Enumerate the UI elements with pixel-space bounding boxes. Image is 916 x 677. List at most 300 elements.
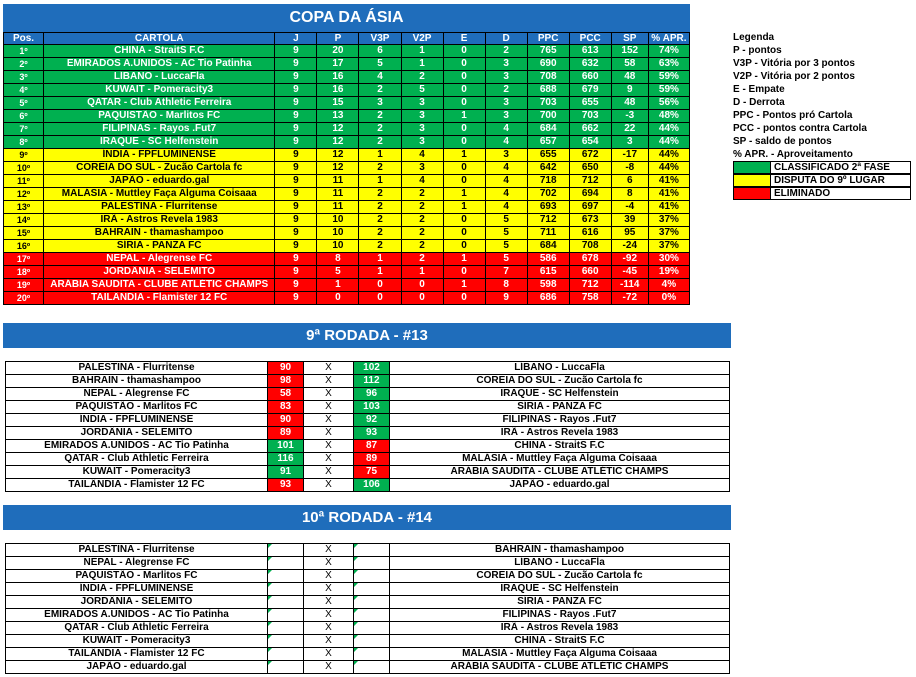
standings-cell-j: 9 <box>275 227 317 240</box>
standings-cell-e: 0 <box>443 175 485 188</box>
away-score-input[interactable] <box>354 557 390 570</box>
versus-mark: X <box>304 440 354 453</box>
standings-cell-v2p: 3 <box>401 123 443 136</box>
standings-cell-pcc: 678 <box>569 253 611 266</box>
standings-header-cell: PPC <box>527 33 569 45</box>
standings-cell-team: IRAQUE - SC Helfenstein <box>44 136 275 149</box>
standings-cell-e: 0 <box>443 71 485 84</box>
standings-header-cell: E <box>443 33 485 45</box>
standings-cell-ppc: 657 <box>527 136 569 149</box>
standings-cell-apr: 44% <box>648 149 689 162</box>
standings-cell-p: 12 <box>317 136 359 149</box>
standings-cell-sp: 6 <box>611 175 648 188</box>
standings-cell-d: 5 <box>485 227 527 240</box>
standings-cell-j: 9 <box>275 162 317 175</box>
game-row <box>6 466 730 479</box>
standings-cell-apr: 59% <box>648 71 689 84</box>
standings-cell-pcc: 660 <box>569 71 611 84</box>
standings-cell-sp: -114 <box>611 279 648 292</box>
standings-cell-team: PALESTINA - Flurritense <box>44 201 275 214</box>
standings-header-cell: J <box>275 33 317 45</box>
away-team: FILIPINAS - Rayos .Fut7 <box>390 609 730 622</box>
standings-cell-p: 8 <box>317 253 359 266</box>
away-team: BAHRAIN - thamashampoo <box>390 544 730 557</box>
standings-row <box>4 227 690 240</box>
away-score: 112 <box>354 375 390 388</box>
standings-cell-ppc: 700 <box>527 110 569 123</box>
standings-cell-j: 9 <box>275 240 317 253</box>
standings-cell-v2p: 2 <box>401 240 443 253</box>
legend-item: PPC - Pontos pró Cartola <box>733 110 853 121</box>
standings-row <box>4 58 690 71</box>
away-score-input[interactable] <box>354 544 390 557</box>
standings-header-cell: PCC <box>569 33 611 45</box>
game-row <box>6 648 730 661</box>
versus-mark: X <box>304 635 354 648</box>
home-score-input[interactable] <box>268 583 304 596</box>
away-team: IRAQUE - SC Helfenstein <box>390 583 730 596</box>
standings-cell-v2p: 3 <box>401 162 443 175</box>
home-score-input[interactable] <box>268 596 304 609</box>
versus-mark: X <box>304 648 354 661</box>
standings-cell-v3p: 2 <box>359 123 401 136</box>
away-team: COREIA DO SUL - Zucão Cartola fc <box>390 570 730 583</box>
game-row <box>6 544 730 557</box>
standings-cell-v3p: 4 <box>359 71 401 84</box>
standings-cell-ppc: 718 <box>527 175 569 188</box>
home-score: 90 <box>268 414 304 427</box>
standings-cell-pcc: 712 <box>569 279 611 292</box>
standings-cell-sp: -4 <box>611 201 648 214</box>
standings-cell-e: 1 <box>443 279 485 292</box>
away-team: MALÁSIA - Muttley Faça Alguma Coisaaa <box>390 453 730 466</box>
standings-cell-v3p: 2 <box>359 240 401 253</box>
standings-title: COPA DA ÁSIA <box>3 4 690 32</box>
standings-cell-pos: 5º <box>4 97 44 110</box>
standings-cell-team: TAILÂNDIA - Flamister 12 FC <box>44 292 275 305</box>
home-score: 101 <box>268 440 304 453</box>
standings-cell-pcc: 673 <box>569 214 611 227</box>
standings-cell-pos: 18º <box>4 266 44 279</box>
home-score-input[interactable] <box>268 544 304 557</box>
standings-row <box>4 162 690 175</box>
versus-mark: X <box>304 401 354 414</box>
standings-cell-d: 3 <box>485 110 527 123</box>
standings-cell-pcc: 655 <box>569 97 611 110</box>
game-row <box>6 362 730 375</box>
standings-row <box>4 240 690 253</box>
away-score-input[interactable] <box>354 596 390 609</box>
standings-header-cell: Pos. <box>4 33 44 45</box>
versus-mark: X <box>304 453 354 466</box>
standings-cell-sp: 9 <box>611 84 648 97</box>
standings-cell-pos: 16º <box>4 240 44 253</box>
away-team: IRÃ - Astros Revela 1983 <box>390 427 730 440</box>
standings-cell-pos: 4º <box>4 84 44 97</box>
standings-cell-p: 15 <box>317 97 359 110</box>
standings-cell-ppc: 598 <box>527 279 569 292</box>
standings-cell-pcc: 660 <box>569 266 611 279</box>
away-score-input[interactable] <box>354 622 390 635</box>
standings-cell-e: 0 <box>443 58 485 71</box>
standings-cell-p: 12 <box>317 149 359 162</box>
standings-cell-d: 4 <box>485 136 527 149</box>
home-team: EMIRADOS A.UNIDOS - AC Tio Patinha <box>6 440 268 453</box>
standings-cell-team: SÍRIA - PANZA FC <box>44 240 275 253</box>
standings-cell-e: 1 <box>443 188 485 201</box>
legend-item: E - Empate <box>733 84 785 95</box>
standings-cell-ppc: 708 <box>527 71 569 84</box>
standings-cell-apr: 44% <box>648 123 689 136</box>
legend-swatch-label: CLASSIFICADO 2ª FASE <box>771 161 911 174</box>
standings-cell-e: 1 <box>443 201 485 214</box>
home-team: NEPAL - Alegrense FC <box>6 388 268 401</box>
home-team: TAILÂNDIA - Flamister 12 FC <box>6 648 268 661</box>
home-team: KUWAIT - Pomeracity3 <box>6 466 268 479</box>
away-team: COREIA DO SUL - Zucão Cartola fc <box>390 375 730 388</box>
standings-cell-v2p: 2 <box>401 227 443 240</box>
standings-cell-v2p: 1 <box>401 266 443 279</box>
standings-cell-v3p: 1 <box>359 149 401 162</box>
standings-cell-pos: 20º <box>4 292 44 305</box>
standings-cell-e: 1 <box>443 110 485 123</box>
home-team: PALESTINA - Flurritense <box>6 362 268 375</box>
standings-row <box>4 110 690 123</box>
standings-cell-apr: 44% <box>648 136 689 149</box>
standings-cell-j: 9 <box>275 279 317 292</box>
standings-cell-v3p: 2 <box>359 136 401 149</box>
home-team: JAPÃO - eduardo.gal <box>6 661 268 674</box>
standings-cell-p: 1 <box>317 279 359 292</box>
home-score-input[interactable] <box>268 609 304 622</box>
standings-cell-e: 0 <box>443 292 485 305</box>
standings-cell-pos: 3º <box>4 71 44 84</box>
standings-cell-pcc: 708 <box>569 240 611 253</box>
standings-cell-v2p: 2 <box>401 188 443 201</box>
home-score-input[interactable] <box>268 557 304 570</box>
standings-cell-sp: 22 <box>611 123 648 136</box>
standings-cell-v2p: 0 <box>401 279 443 292</box>
standings-cell-e: 0 <box>443 214 485 227</box>
standings-header-row <box>4 33 690 45</box>
standings-cell-j: 9 <box>275 58 317 71</box>
standings-cell-e: 0 <box>443 266 485 279</box>
away-team: MALÁSIA - Muttley Faça Alguma Coisaaa <box>390 648 730 661</box>
standings-cell-j: 9 <box>275 45 317 58</box>
standings-cell-d: 5 <box>485 253 527 266</box>
standings-cell-team: CHINA - StraitS F.C <box>44 45 275 58</box>
game-row <box>6 479 730 492</box>
standings-cell-e: 1 <box>443 149 485 162</box>
standings-cell-p: 11 <box>317 201 359 214</box>
standings-cell-v3p: 2 <box>359 227 401 240</box>
standings-cell-d: 8 <box>485 279 527 292</box>
standings-cell-v2p: 3 <box>401 97 443 110</box>
versus-mark: X <box>304 622 354 635</box>
standings-cell-team: IRÃ - Astros Revela 1983 <box>44 214 275 227</box>
game-row <box>6 414 730 427</box>
away-score-input[interactable] <box>354 583 390 596</box>
standings-cell-v2p: 3 <box>401 136 443 149</box>
game-row <box>6 375 730 388</box>
standings-cell-apr: 41% <box>648 188 689 201</box>
legend-swatch-row <box>733 174 913 187</box>
standings-cell-pcc: 616 <box>569 227 611 240</box>
home-score: 89 <box>268 427 304 440</box>
standings-cell-sp: 8 <box>611 188 648 201</box>
home-score: 116 <box>268 453 304 466</box>
standings-header-cell: V2P <box>401 33 443 45</box>
legend-swatch-row <box>733 161 913 174</box>
standings-cell-d: 5 <box>485 240 527 253</box>
standings-cell-d: 4 <box>485 201 527 214</box>
away-team: IRAQUE - SC Helfenstein <box>390 388 730 401</box>
standings-cell-apr: 44% <box>648 162 689 175</box>
away-team: IRÃ - Astros Revela 1983 <box>390 622 730 635</box>
home-score-input[interactable] <box>268 570 304 583</box>
legend-item: P - pontos <box>733 45 782 56</box>
standings-cell-e: 0 <box>443 136 485 149</box>
standings-cell-ppc: 686 <box>527 292 569 305</box>
standings-header-cell: D <box>485 33 527 45</box>
standings-cell-v3p: 3 <box>359 97 401 110</box>
standings-row <box>4 123 690 136</box>
standings-cell-e: 0 <box>443 227 485 240</box>
standings-cell-v3p: 2 <box>359 84 401 97</box>
standings-cell-ppc: 684 <box>527 123 569 136</box>
standings-cell-v2p: 4 <box>401 149 443 162</box>
versus-mark: X <box>304 544 354 557</box>
round9-title: 9ª RODADA - #13 <box>3 323 731 348</box>
legend-swatch-label: DISPUTA DO 9º LUGAR <box>771 174 911 187</box>
home-score-input[interactable] <box>268 648 304 661</box>
standings-cell-v2p: 2 <box>401 214 443 227</box>
standings-cell-j: 9 <box>275 97 317 110</box>
standings-cell-j: 9 <box>275 266 317 279</box>
standings-cell-pos: 19º <box>4 279 44 292</box>
standings-cell-pcc: 697 <box>569 201 611 214</box>
standings-cell-sp: 58 <box>611 58 648 71</box>
game-row <box>6 570 730 583</box>
standings-cell-ppc: 655 <box>527 149 569 162</box>
standings-cell-p: 16 <box>317 84 359 97</box>
home-team: JORDÂNIA - SELEMITO <box>6 427 268 440</box>
standings-cell-d: 4 <box>485 123 527 136</box>
home-team: PAQUISTÃO - Marlitos FC <box>6 570 268 583</box>
standings-cell-j: 9 <box>275 84 317 97</box>
standings-cell-apr: 0% <box>648 292 689 305</box>
standings-cell-pos: 6º <box>4 110 44 123</box>
standings-cell-v2p: 1 <box>401 58 443 71</box>
home-team: KUWAIT - Pomeracity3 <box>6 635 268 648</box>
away-score: 93 <box>354 427 390 440</box>
versus-mark: X <box>304 414 354 427</box>
versus-mark: X <box>304 570 354 583</box>
standings-cell-pcc: 613 <box>569 45 611 58</box>
standings-cell-d: 5 <box>485 214 527 227</box>
standings-cell-v2p: 2 <box>401 71 443 84</box>
standings-cell-ppc: 615 <box>527 266 569 279</box>
away-score-input[interactable] <box>354 648 390 661</box>
standings-row <box>4 266 690 279</box>
standings-cell-pos: 12º <box>4 188 44 201</box>
legend-item: D - Derrota <box>733 97 785 108</box>
game-row <box>6 596 730 609</box>
standings-row <box>4 136 690 149</box>
standings-cell-ppc: 711 <box>527 227 569 240</box>
versus-mark: X <box>304 557 354 570</box>
away-score-input[interactable] <box>354 570 390 583</box>
standings-cell-pcc: 703 <box>569 110 611 123</box>
standings-header-cell: P <box>317 33 359 45</box>
home-team: PALESTINA - Flurritense <box>6 544 268 557</box>
standings-cell-team: JAPÃO - eduardo.gal <box>44 175 275 188</box>
standings-cell-apr: 37% <box>648 227 689 240</box>
standings-cell-apr: 37% <box>648 214 689 227</box>
round9-games-table <box>5 361 730 492</box>
standings-cell-sp: 95 <box>611 227 648 240</box>
standings-row <box>4 201 690 214</box>
standings-row <box>4 253 690 266</box>
standings-cell-d: 3 <box>485 58 527 71</box>
legend-panel <box>733 31 913 200</box>
away-score: 89 <box>354 453 390 466</box>
away-team: ARÁBIA SAUDITA - CLUBE ATLÉTIC CHAMPS <box>390 661 730 674</box>
home-score-input[interactable] <box>268 661 304 674</box>
standings-cell-pos: 11º <box>4 175 44 188</box>
home-score: 98 <box>268 375 304 388</box>
standings-cell-v3p: 2 <box>359 214 401 227</box>
standings-cell-apr: 30% <box>648 253 689 266</box>
standings-header-cell: % APR. <box>648 33 689 45</box>
standings-cell-pos: 14º <box>4 214 44 227</box>
standings-cell-p: 12 <box>317 162 359 175</box>
standings-cell-pcc: 679 <box>569 84 611 97</box>
versus-mark: X <box>304 583 354 596</box>
standings-cell-d: 9 <box>485 292 527 305</box>
standings-cell-p: 5 <box>317 266 359 279</box>
standings-cell-pcc: 650 <box>569 162 611 175</box>
away-team: FILIPINAS - Rayos .Fut7 <box>390 414 730 427</box>
standings-row <box>4 84 690 97</box>
standings-cell-apr: 37% <box>648 240 689 253</box>
standings-cell-v2p: 2 <box>401 253 443 266</box>
standings-cell-pcc: 662 <box>569 123 611 136</box>
standings-row <box>4 45 690 58</box>
standings-cell-e: 0 <box>443 240 485 253</box>
versus-mark: X <box>304 388 354 401</box>
legend-item: V3P - Vitória por 3 pontos <box>733 58 855 69</box>
home-team: QATAR - Club Athletic Ferreira <box>6 453 268 466</box>
standings-cell-pos: 8º <box>4 136 44 149</box>
round10-games-table <box>5 543 730 674</box>
standings-cell-p: 12 <box>317 123 359 136</box>
legend-title: Legenda <box>733 32 775 43</box>
standings-cell-p: 10 <box>317 240 359 253</box>
standings-cell-e: 1 <box>443 253 485 266</box>
away-score: 102 <box>354 362 390 375</box>
standings-cell-team: KUWAIT - Pomeracity3 <box>44 84 275 97</box>
standings-cell-team: BAHRAIN - thamashampoo <box>44 227 275 240</box>
standings-cell-v3p: 0 <box>359 292 401 305</box>
standings-cell-v3p: 2 <box>359 162 401 175</box>
home-score-input[interactable] <box>268 622 304 635</box>
standings-cell-apr: 59% <box>648 84 689 97</box>
standings-cell-e: 0 <box>443 45 485 58</box>
away-score: 87 <box>354 440 390 453</box>
standings-cell-sp: -24 <box>611 240 648 253</box>
home-team: QATAR - Club Athletic Ferreira <box>6 622 268 635</box>
standings-cell-e: 0 <box>443 97 485 110</box>
game-row <box>6 661 730 674</box>
away-score-input[interactable] <box>354 661 390 674</box>
home-team: EMIRADOS A.UNIDOS - AC Tio Patinha <box>6 609 268 622</box>
standings-cell-team: ARÁBIA SAUDITA - CLUBE ATLÉTIC CHAMPS <box>44 279 275 292</box>
standings-cell-sp: 39 <box>611 214 648 227</box>
game-row <box>6 622 730 635</box>
standings-cell-apr: 63% <box>648 58 689 71</box>
standings-cell-sp: -3 <box>611 110 648 123</box>
home-team: ÍNDIA - FPFLUMINENSE <box>6 414 268 427</box>
standings-cell-apr: 19% <box>648 266 689 279</box>
standings-cell-team: QATAR - Club Athletic Ferreira <box>44 97 275 110</box>
standings-cell-team: PAQUISTÃO - Marlitos FC <box>44 110 275 123</box>
standings-cell-v2p: 0 <box>401 292 443 305</box>
away-score-input[interactable] <box>354 635 390 648</box>
round10-title: 10ª RODADA - #14 <box>3 505 731 530</box>
standings-cell-v3p: 5 <box>359 58 401 71</box>
standings-row <box>4 188 690 201</box>
standings-cell-pos: 9º <box>4 149 44 162</box>
standings-cell-p: 10 <box>317 227 359 240</box>
standings-cell-ppc: 702 <box>527 188 569 201</box>
standings-cell-j: 9 <box>275 175 317 188</box>
standings-cell-p: 0 <box>317 292 359 305</box>
standings-cell-team: MALÁSIA - Muttley Faça Alguma Coisaaa <box>44 188 275 201</box>
standings-cell-pcc: 712 <box>569 175 611 188</box>
standings-cell-d: 3 <box>485 149 527 162</box>
away-team: ARÁBIA SAUDITA - CLUBE ATLÉTIC CHAMPS <box>390 466 730 479</box>
standings-cell-apr: 48% <box>648 110 689 123</box>
away-score-input[interactable] <box>354 609 390 622</box>
standings-cell-ppc: 712 <box>527 214 569 227</box>
standings-row <box>4 292 690 305</box>
away-score: 75 <box>354 466 390 479</box>
away-team: CHINA - StraitS F.C <box>390 440 730 453</box>
standings-cell-d: 2 <box>485 84 527 97</box>
home-team: TAILÂNDIA - Flamister 12 FC <box>6 479 268 492</box>
versus-mark: X <box>304 596 354 609</box>
standings-table <box>3 32 690 305</box>
standings-cell-team: NEPAL - Alegrense FC <box>44 253 275 266</box>
standings-cell-v2p: 4 <box>401 175 443 188</box>
standings-cell-ppc: 693 <box>527 201 569 214</box>
home-team: PAQUISTÃO - Marlitos FC <box>6 401 268 414</box>
standings-cell-team: LÍBANO - LuccaFla <box>44 71 275 84</box>
standings-cell-p: 20 <box>317 45 359 58</box>
standings-cell-ppc: 765 <box>527 45 569 58</box>
standings-cell-v3p: 0 <box>359 279 401 292</box>
home-score-input[interactable] <box>268 635 304 648</box>
away-team: JAPÃO - eduardo.gal <box>390 479 730 492</box>
legend-item: PCC - pontos contra Cartola <box>733 123 867 134</box>
home-score: 93 <box>268 479 304 492</box>
standings-cell-d: 2 <box>485 45 527 58</box>
away-score: 103 <box>354 401 390 414</box>
standings-cell-j: 9 <box>275 123 317 136</box>
standings-cell-apr: 41% <box>648 175 689 188</box>
standings-cell-v2p: 1 <box>401 45 443 58</box>
